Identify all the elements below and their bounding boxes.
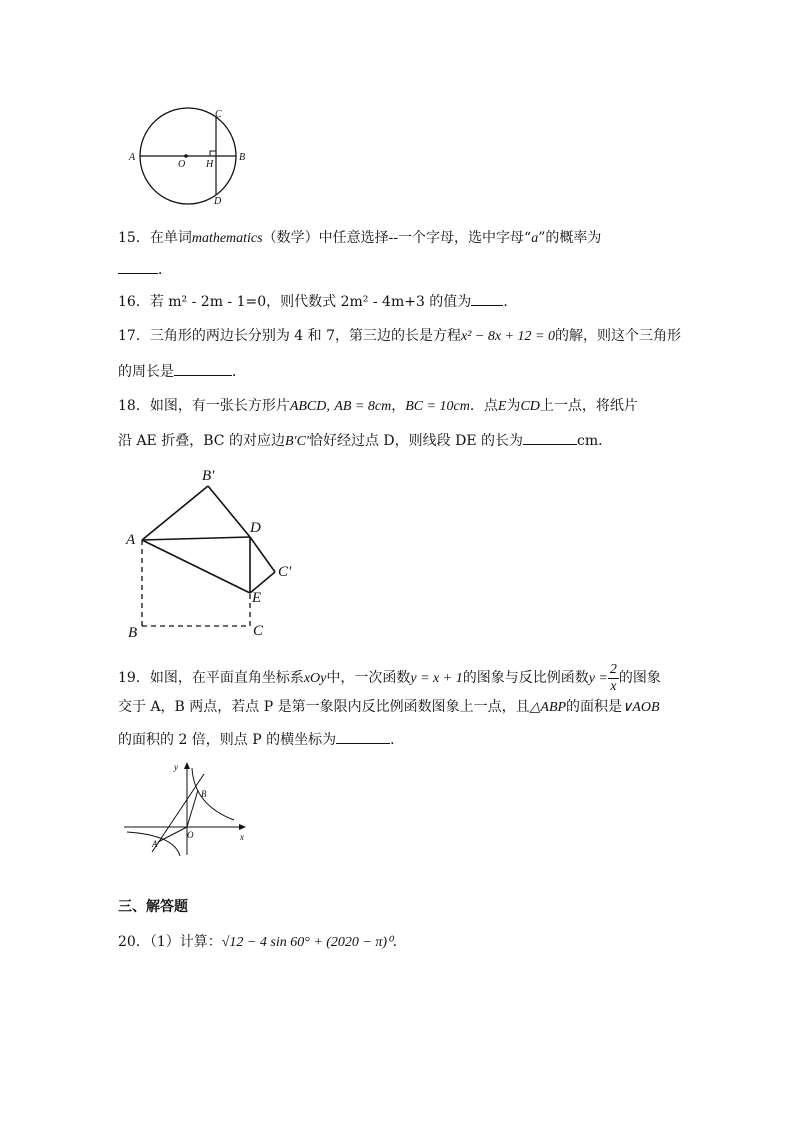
q18-bc: BC = 10cm [405, 399, 470, 414]
label-a: A [129, 152, 136, 163]
q18-ab: AB = 8cm [334, 399, 392, 414]
q19-number: 19． [118, 670, 150, 686]
q17-end: ． [232, 364, 246, 380]
q20-part: （1）计算： [149, 934, 222, 950]
q19-answer-blank[interactable] [336, 731, 390, 744]
label-b-prime: B′ [202, 468, 215, 484]
segment-ae [142, 540, 250, 593]
label-b: B [239, 152, 246, 163]
q19-text3: 的图象与反比例函数 [462, 670, 589, 686]
q19-tri: △ABP [529, 700, 567, 715]
q19-text1: 如图，在平面直角坐标系 [149, 670, 304, 686]
q17-number: 17． [118, 328, 150, 344]
question-17 [118, 326, 681, 347]
center-dot [184, 154, 188, 158]
q18-answer-blank[interactable] [523, 432, 577, 445]
label-d2: D [250, 520, 261, 536]
q19-sys: xOy [303, 671, 327, 686]
label-c-prime: C′ [278, 564, 292, 580]
q19-yeq: y = [588, 671, 608, 686]
q18-line2b: 恰好经过点 D，则线段 DE 的长为 [308, 433, 523, 449]
line-ob [187, 790, 198, 827]
label-h: H [206, 159, 214, 170]
q16-text: 若 m² - 2m - 1=0，则代数式 2m² - 4m+3 的值为 [149, 294, 472, 310]
q18-e: E [497, 399, 507, 414]
hyperbola-branch-1 [192, 768, 234, 820]
q18-text4: 上一点，将纸片 [539, 398, 638, 414]
segment-dc-prime [250, 537, 275, 572]
q19-line3: 的面积的 2 倍，则点 P 的横坐标为 [118, 732, 337, 748]
question-19-line2 [118, 697, 660, 718]
segment-ad [142, 537, 250, 540]
q19-linear: y = x + 1 [410, 671, 463, 686]
segment-b-prime-d [208, 486, 250, 537]
question-19-line3 [118, 730, 404, 750]
q19-fraction [608, 662, 619, 695]
question-15-answer [118, 260, 172, 280]
q19-frac-den: x [610, 678, 617, 694]
q18-text1: 如图，有一张长方形片 [149, 398, 290, 414]
q19-text2: 中，一次函数 [326, 670, 411, 686]
graph-label-o: O [187, 830, 194, 840]
question-15 [118, 228, 601, 249]
q19-line2b: 的面积是 [566, 699, 623, 715]
graph-label-b: B [201, 789, 207, 799]
q16-end: ． [503, 294, 518, 310]
q19-line2a: 交于 A，B 两点，若点 P 是第一象限内反比例函数图象上一点，且 [118, 699, 530, 715]
x-axis-arrow [239, 824, 246, 830]
q17-text1: 三角形的两边长分别为 4 和 7，第三边的长是方程 [149, 328, 461, 344]
line-oa [158, 827, 187, 842]
q20-number: 20． [118, 934, 150, 950]
graph-label-y: y [174, 762, 178, 772]
q15-end: ． [158, 262, 172, 278]
circle-figure [125, 105, 255, 210]
q15-word: mathematics [191, 231, 263, 246]
q16-number: 16． [118, 294, 150, 310]
segment-ab-prime [142, 486, 208, 540]
q15-text1: 在单词 [149, 230, 192, 246]
label-c: C [215, 109, 222, 120]
right-angle-mark [210, 151, 216, 156]
label-e2: E [252, 590, 262, 606]
label-c2: C [253, 623, 264, 639]
q17-equation: x² − 8x + 12 = 0 [461, 329, 555, 344]
q18-rect: ABCD, [289, 399, 330, 414]
q20-end: ． [392, 934, 407, 950]
q15-text2: （数学）中任意选择--一个字母，选中字母“ [262, 230, 532, 246]
question-18: 18．如图，有一张长方形片ABCD, AB = 8cm，BC = 10cm．点E为CD上一点，将纸片 [118, 398, 638, 414]
question-16 [118, 292, 517, 312]
label-d: D [214, 196, 222, 207]
q18-text2: ．点 [469, 398, 498, 414]
q19-frac-num: 2 [609, 661, 617, 677]
q18-number: 18． [118, 398, 150, 414]
q15-letter: a [531, 231, 539, 246]
q16-answer-blank[interactable] [471, 293, 503, 306]
section-3-title: 三、解答题 [118, 899, 188, 915]
q20-expression: √12 − 4 sin 60° + (2020 − π)⁰ [221, 935, 393, 950]
fold-figure [120, 460, 320, 640]
q17-line2: 的周长是 [118, 364, 174, 380]
y-axis-arrow [184, 762, 190, 769]
q19-text4: 的图象 [618, 670, 661, 686]
q15-answer-blank[interactable] [118, 261, 158, 274]
graph-label-a: A [152, 839, 158, 849]
q18-line2a: 沿 AE 折叠，BC 的对应边 [118, 433, 285, 449]
question-18-line2 [118, 431, 612, 452]
question-20 [118, 932, 407, 953]
label-b2: B [128, 625, 138, 641]
q19-aob: ∨AOB [622, 700, 660, 715]
question-17-line2 [118, 362, 246, 382]
line-y-x-plus-1 [152, 774, 204, 852]
q18-unit: cm． [577, 433, 613, 449]
graph-figure [122, 760, 252, 860]
q19-end: ． [390, 732, 405, 748]
q15-text3: ”的概率为 [538, 230, 602, 246]
q17-answer-blank[interactable] [174, 363, 232, 376]
q15-number: 15． [118, 230, 150, 246]
q18-cd: CD [520, 399, 540, 414]
graph-label-x: x [240, 832, 244, 842]
label-o: O [178, 159, 186, 170]
q18-text3: 为 [506, 398, 521, 414]
q17-text2: 的解，则这个三角形 [554, 328, 681, 344]
q18-bcp: B′C′ [284, 434, 309, 449]
label-a2: A [126, 532, 136, 548]
question-19 [118, 660, 661, 696]
